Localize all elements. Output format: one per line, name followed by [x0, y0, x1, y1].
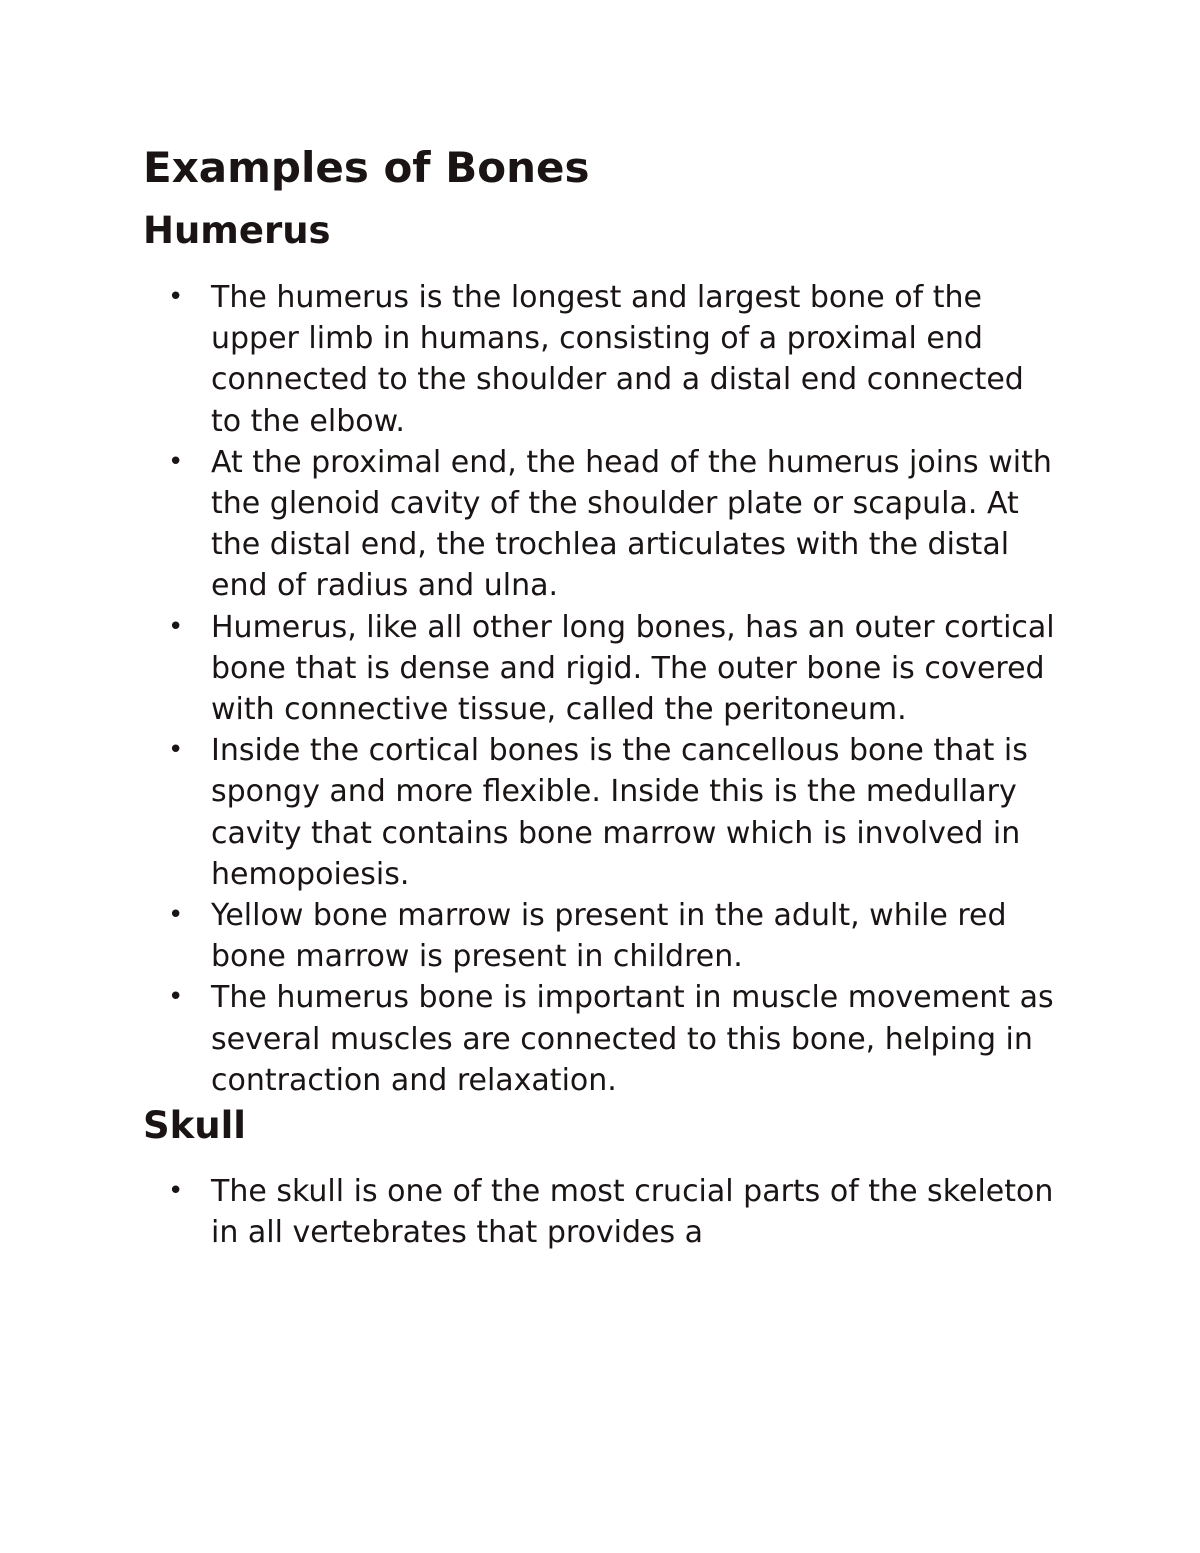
- list-item: [143, 442, 1063, 607]
- list-item-text: The humerus is the longest and largest bone of the upper limb in humans, consisting of a proximal end connected to the shoulder and a distal end connected to the elbow.: [211, 280, 1024, 439]
- list-item-text: The skull is one of the most crucial parts of the skeleton in all vertebrates that provides a: [211, 1174, 1054, 1251]
- section-heading-skull: Skull: [143, 1104, 246, 1148]
- bullet-icon: •: [168, 1176, 184, 1207]
- section-heading-humerus: Humerus: [143, 209, 331, 252]
- skull-bullet-list: [143, 1171, 1063, 1253]
- list-item-text: Yellow bone marrow is present in the adult, while red bone marrow is present in children.: [211, 898, 1007, 975]
- list-item-text: At the proximal end, the head of the humerus joins with the glenoid cavity of the shoulder plate or scapula. At the distal end, the trochlea articulates with the distal end of radius and ulna.: [211, 444, 1052, 604]
- bullet-icon: •: [168, 282, 184, 312]
- bullet-icon: •: [168, 735, 184, 766]
- list-item-text: The humerus bone is important in muscle movement as several muscles are connected to this bone, helping in contraction and relaxation.: [211, 980, 1054, 1098]
- list-item: [143, 277, 1063, 442]
- page-content: [143, 142, 1063, 1253]
- bullet-icon: •: [168, 900, 184, 931]
- list-item: [143, 730, 1063, 895]
- list-item: [143, 1171, 1063, 1253]
- list-item-text: Humerus, like all other long bones, has an outer cortical bone that is dense and rigid. The outer bone is covered with connective tissue, called the peritoneum.: [211, 609, 1055, 728]
- list-item: [143, 895, 1063, 977]
- list-item: [143, 977, 1063, 1101]
- list-item: [143, 607, 1063, 731]
- bullet-icon: •: [168, 982, 184, 1013]
- list-item-text: Inside the cortical bones is the cancellous bone that is spongy and more flexible. Inside this is the medullary cavity that contains bone marrow which is involved in hemopoiesis.: [211, 733, 1028, 892]
- humerus-bullet-list: [143, 277, 1063, 1101]
- document-title: Examples of Bones: [143, 143, 590, 192]
- bullet-icon: •: [168, 446, 184, 477]
- bullet-icon: •: [168, 611, 184, 642]
